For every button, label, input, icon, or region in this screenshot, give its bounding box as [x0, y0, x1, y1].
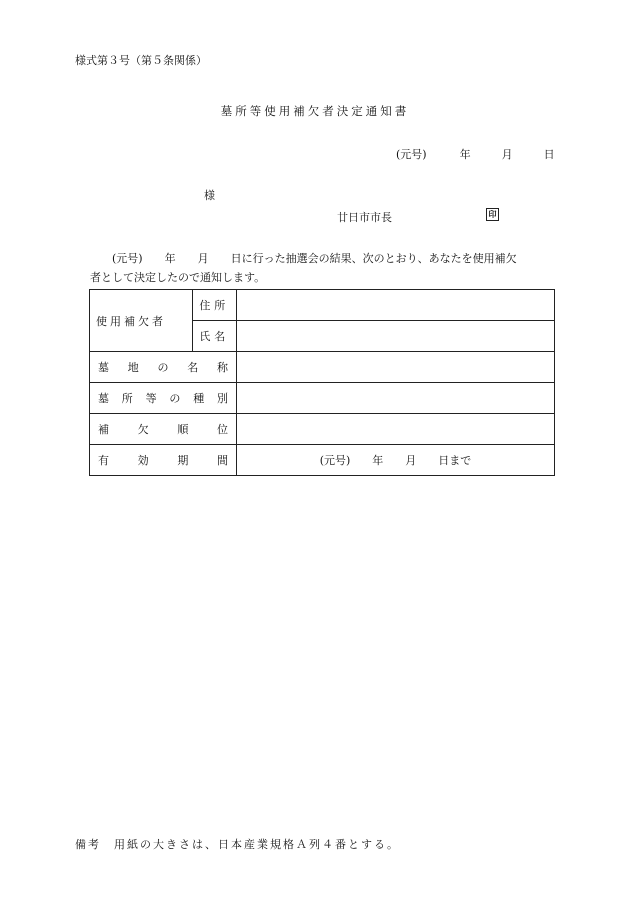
address-field[interactable]: [237, 290, 555, 321]
notice-body-line1: (元号) 年 月 日に行った抽選会の結果、次のとおり、あなたを使用補欠: [112, 252, 517, 265]
name-field[interactable]: [237, 321, 555, 352]
table-row: [90, 445, 555, 476]
cemetery-name-label: 墓地の名称: [90, 352, 237, 383]
notice-body: [90, 249, 560, 287]
validity-value: (元号) 年 月 日まで: [237, 445, 555, 476]
cemetery-name-field[interactable]: [237, 352, 555, 383]
rank-label: 補欠順位: [90, 414, 237, 445]
plot-type-label: 墓所等の種別: [90, 383, 237, 414]
document-title: 墓所等使用補欠者決定通知書: [220, 104, 410, 118]
form-number-label: 様式第３号（第５条関係）: [75, 54, 207, 67]
notice-body-line2: 者として決定したので通知します。: [90, 271, 266, 284]
date-year: 年: [459, 148, 471, 161]
table-row: [90, 290, 555, 321]
substitute-user-label: 使用補欠者: [90, 290, 193, 352]
table-row: [90, 352, 555, 383]
validity-label: 有効期間: [90, 445, 237, 476]
table-row: [90, 383, 555, 414]
table-row: [90, 414, 555, 445]
issue-date: [396, 146, 555, 162]
rank-field[interactable]: [237, 414, 555, 445]
issuer-name: 廿日市市長: [337, 211, 392, 224]
date-era: (元号): [396, 148, 427, 161]
plot-type-field[interactable]: [237, 383, 555, 414]
address-label: 住所: [192, 290, 236, 321]
date-day: 日: [543, 148, 555, 161]
notice-table: [89, 289, 555, 476]
seal-stamp: 印: [486, 208, 499, 221]
addressee-suffix: 様: [204, 189, 215, 202]
name-label: 氏名: [192, 321, 236, 352]
remark-note: 備考 用紙の大きさは、日本産業規格Ａ列４番とする。: [75, 838, 400, 851]
date-month: 月: [501, 148, 513, 161]
